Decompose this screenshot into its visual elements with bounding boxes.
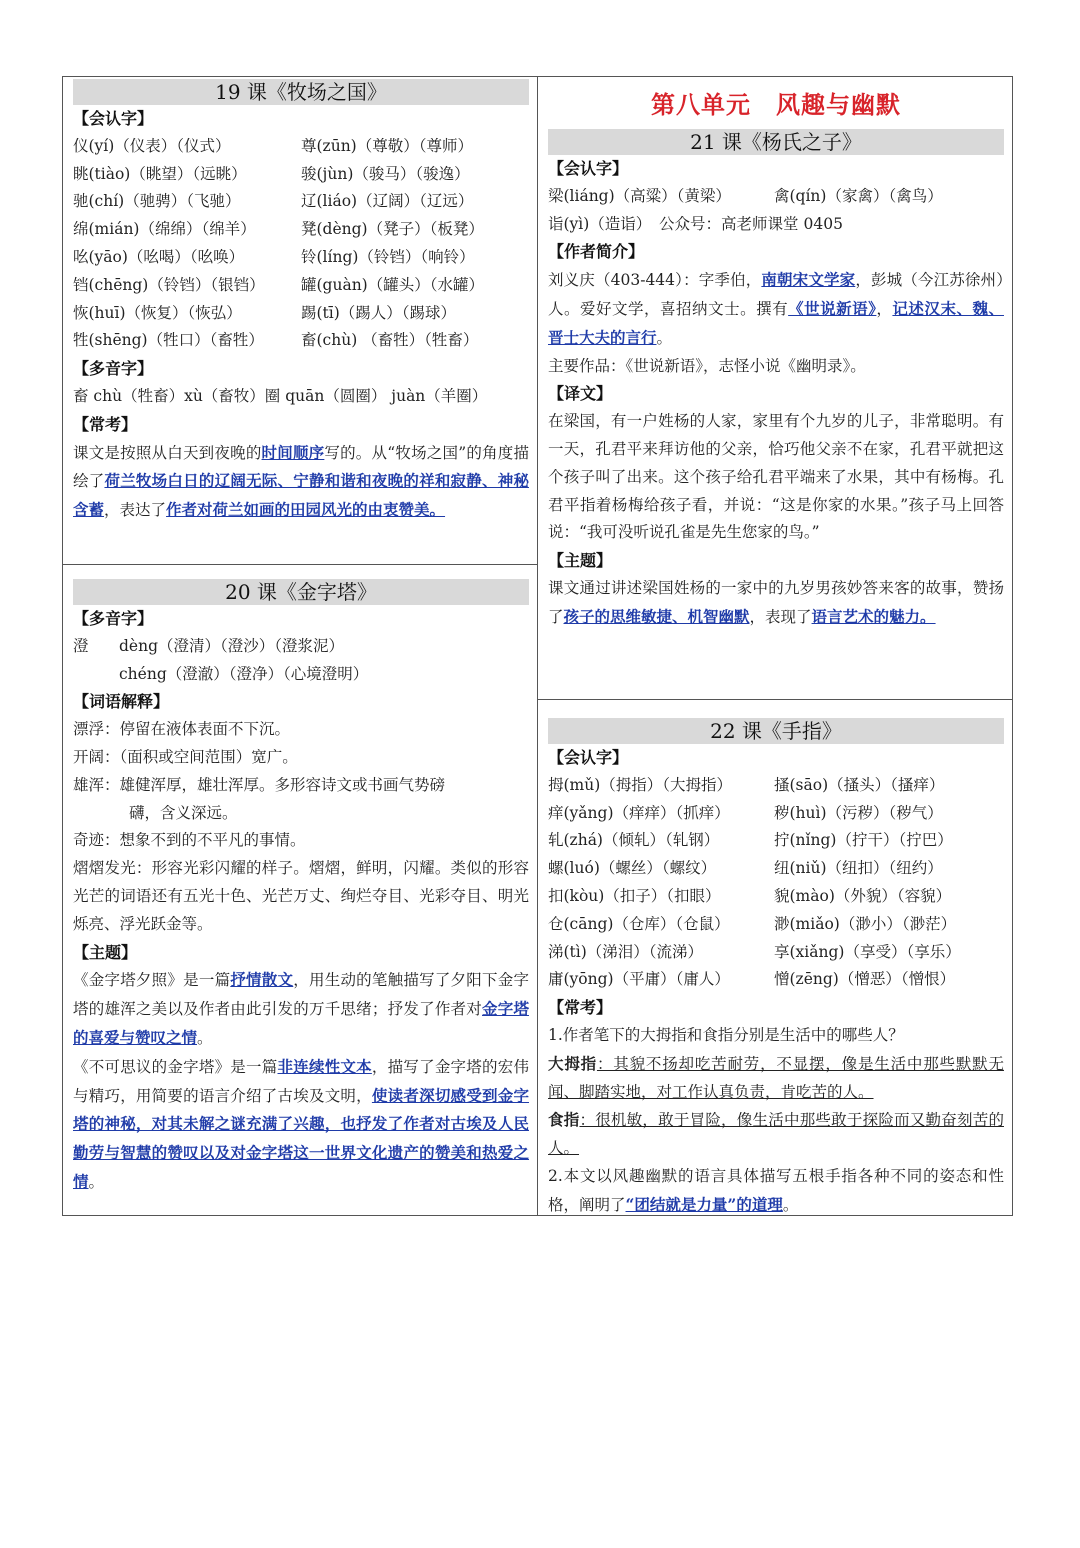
lesson-divider <box>63 564 537 565</box>
lesson21-title: 21 课《杨氏之子》 <box>548 129 1004 155</box>
recognize-row: 庸(yōng)（平庸）（庸人） 憎(zēng)（憎恶）（憎恨） <box>548 970 956 989</box>
lesson20-theme-text-1: 《金字塔夕照》是一篇抒情散文，用生动的笔触描写了夕阳下金字塔的雄浑之美以及作者由此引发的万千思绪；抒发了作者对金字塔的喜爱与赞叹之情。 <box>73 970 529 1047</box>
lesson21-translation-heading: 【译文】 <box>548 384 613 404</box>
recognize-row: 仪(yí)（仪表）（仪式） 尊(zūn)（尊敬）（尊师） <box>73 136 473 155</box>
lesson20-title: 20 课《金字塔》 <box>73 579 529 605</box>
right-column <box>538 77 1012 1215</box>
lesson22-section <box>538 716 1012 1220</box>
lesson22-title: 22 课《手指》 <box>548 718 1004 744</box>
lesson-divider <box>538 699 1012 700</box>
lesson20-theme-text-2: 《不可思议的金字塔》是一篇非连续性文本，描写了金字塔的宏伟与精巧，用简要的语言介绍了古埃及文明，使读者深切感受到金字塔的神秘，对其未解之谜充满了兴趣，也抒发了作者对古埃及人民勤劳与智慧的赞叹以及对金字塔这一世界文化遗产的赞美和热爱之情。 <box>73 1056 529 1191</box>
lesson21-works: 主要作品：《世说新语》，志怪小说《幽明录》。 <box>548 356 866 375</box>
recognize-row: 扣(kòu)（扣子）（扣眼） 貌(mào)（外貌）（容貌） <box>548 886 952 905</box>
lesson22-question-2: 2.本文以风趣幽默的语言具体描写五根手指各种不同的姿态和性格，阐明了“团结就是力量”的道理。 <box>548 1166 1004 1214</box>
lesson19-recognize-list <box>73 133 529 355</box>
lesson19-exam-text: 课文是按照从白天到夜晚的时间顺序写的。从“牧场之国”的角度描绘了荷兰牧场白日的辽阔无际、宁静和谐和夜晚的祥和寂静、神秘含蓄，表达了作者对荷兰如画的田园风光的由衷赞美。 <box>73 442 529 520</box>
recognize-row: 牲(shēng)（牲口）（畜牲） 畜(chù) （畜牲）（牲畜） <box>73 331 479 350</box>
recognize-row: 梁(liáng)（高粱）（黄梁） 禽(qín)（家禽）（禽鸟） <box>548 186 943 205</box>
recognize-row: 涕(tì)（涕泪）（流涕） 享(xiǎng)（享受）（享乐） <box>548 942 961 961</box>
lesson19-recognize-heading: 【会认字】 <box>73 109 154 128</box>
word-explanation: 熠熠发光：形容光彩闪耀的样子。熠熠，鲜明，闪耀。类似的形容光芒的词语还有五光十色、光芒万丈、绚烂夺目、光彩夺目、明光烁亮、浮光跃金等。 <box>73 859 529 933</box>
lesson20-theme-heading: 【主题】 <box>73 942 138 962</box>
lesson21-author-heading: 【作者简介】 <box>548 242 645 262</box>
lesson22-answer-thumb: 大拇指：其貌不扬却吃苦耐劳，不显摆，像是生活中那些默默无闻、脚踏实地，对工作认真负责，肯吃苦的人。 <box>548 1053 1004 1101</box>
recognize-row: 绵(mián)（绵绵）（绵羊） 凳(dèng)（凳子）（板凳） <box>73 220 484 239</box>
word-explanation: 漂浮：停留在液体表面不下沉。 <box>73 720 291 739</box>
lesson19-polyphone-heading: 【多音字】 <box>73 359 154 379</box>
word-explanation: 奇迹：想象不到的不平凡的事情。 <box>73 831 306 850</box>
recognize-row: 眺(tiào)（眺望）（远眺） 骏(jùn)（骏马）（骏逸） <box>73 164 470 183</box>
recognize-row: 恢(huī)（恢复）（恢弘） 踢(tī)（踢人）（踢球） <box>73 303 457 322</box>
lesson22-answer-index: 食指：很机敏，敢于冒险，像生活中那些敢于探险而又勤奋刻苦的人。 <box>548 1110 1004 1158</box>
unit-title: 第八单元 风趣与幽默 <box>651 91 901 119</box>
word-explanation-cont: 礴，含义深远。 <box>129 803 238 822</box>
lesson20-polyphone-row: chéng（澄澈）（澄净）（心境澄明） <box>119 664 369 683</box>
lesson20-polyphone-row: 澄 dèng（澄清）（澄沙）（澄浆泥） <box>73 636 345 655</box>
recognize-row: 仓(cāng)（仓库）（仓鼠） 渺(miǎo)（渺小）（渺茫） <box>548 914 957 933</box>
lesson22-exam-heading: 【常考】 <box>548 998 613 1018</box>
lesson19-section <box>63 77 537 525</box>
lesson21-theme-text: 课文通过讲述梁国姓杨的一家中的九岁男孩妙答来客的故事，赞扬了孩子的思维敏捷、机智幽默，表现了语言艺术的魅力。 <box>548 578 1004 626</box>
lesson21-author-text: 刘义庆（403-444）：字季伯，南朝宋文学家，彭城（今江苏徐州）人。爱好文学，喜招纳文士。撰有《世说新语》，记述汉末、魏、晋士大夫的言行。 <box>548 270 1004 347</box>
recognize-row: 诣(yì)（造诣） 公众号：高老师课堂 0405 <box>548 214 843 233</box>
lesson19-title: 19 课《牧场之国》 <box>73 79 529 105</box>
lesson22-recognize-heading: 【会认字】 <box>548 748 629 767</box>
recognize-row: 轧(zhá)（倾轧）（轧钢） 拧(nǐng)（拧干）（拧巴） <box>548 831 953 850</box>
lesson19-polyphone-text: 畜 chù（牲畜）xù（畜牧）圈 quān（圆圈） juàn（羊圈） <box>73 386 488 405</box>
lesson20-polyphone-heading: 【多音字】 <box>73 609 154 628</box>
lesson21-section <box>538 83 1012 632</box>
lesson19-exam-heading: 【常考】 <box>73 414 138 434</box>
word-explanation: 雄浑：雄健浑厚，雄壮浑厚。多形容诗文或书画气势磅 <box>73 775 446 794</box>
lesson21-translation-text: 在梁国，有一户姓杨的人家，家里有个九岁的儿子，非常聪明。有一天，孔君平来拜访他的父亲，恰巧他父亲不在家，孔君平就把这个孩子叫了出来。这个孩子给孔君平端来了水果，其中有杨梅。孔君平指着杨梅给孩子看，并说：“这是你家的水果。”孩子马上回答说：“我可没听说孔雀是先生您家的鸟。” <box>548 412 1004 542</box>
lesson22-question-1: 1.作者笔下的大拇指和食指分别是生活中的哪些人？ <box>548 1025 904 1044</box>
recognize-row: 拇(mǔ)（拇指）（大拇指） 搔(sāo)（搔头）（搔痒） <box>548 775 945 794</box>
recognize-row: 螺(luó)（螺丝）（螺纹） 纽(niǔ)（纽扣）（纽约） <box>548 859 943 878</box>
recognize-row: 吆(yāo)（吆喝）（吆唤） 铃(líng)（铃铛）（响铃） <box>73 247 475 266</box>
recognize-row: 痒(yǎng)（痒痒）（抓痒） 秽(huì)（污秽）（秽气） <box>548 803 943 822</box>
left-column <box>63 77 538 1215</box>
recognize-row: 铛(chēng)（铃铛）（银铛） 罐(guàn)（罐头）（水罐） <box>73 275 484 294</box>
lesson21-theme-heading: 【主题】 <box>548 551 613 571</box>
recognize-row: 驰(chí)（驰骋）（飞驰） 辽(liáo)（辽阔）（辽远） <box>73 192 474 211</box>
lesson20-section <box>63 577 537 1197</box>
word-explanation: 开阔：（面积或空间范围）宽广。 <box>73 747 298 766</box>
notes-table <box>62 76 1013 1216</box>
lesson20-words-heading: 【词语解释】 <box>73 692 170 712</box>
lesson21-recognize-heading: 【会认字】 <box>548 159 629 178</box>
